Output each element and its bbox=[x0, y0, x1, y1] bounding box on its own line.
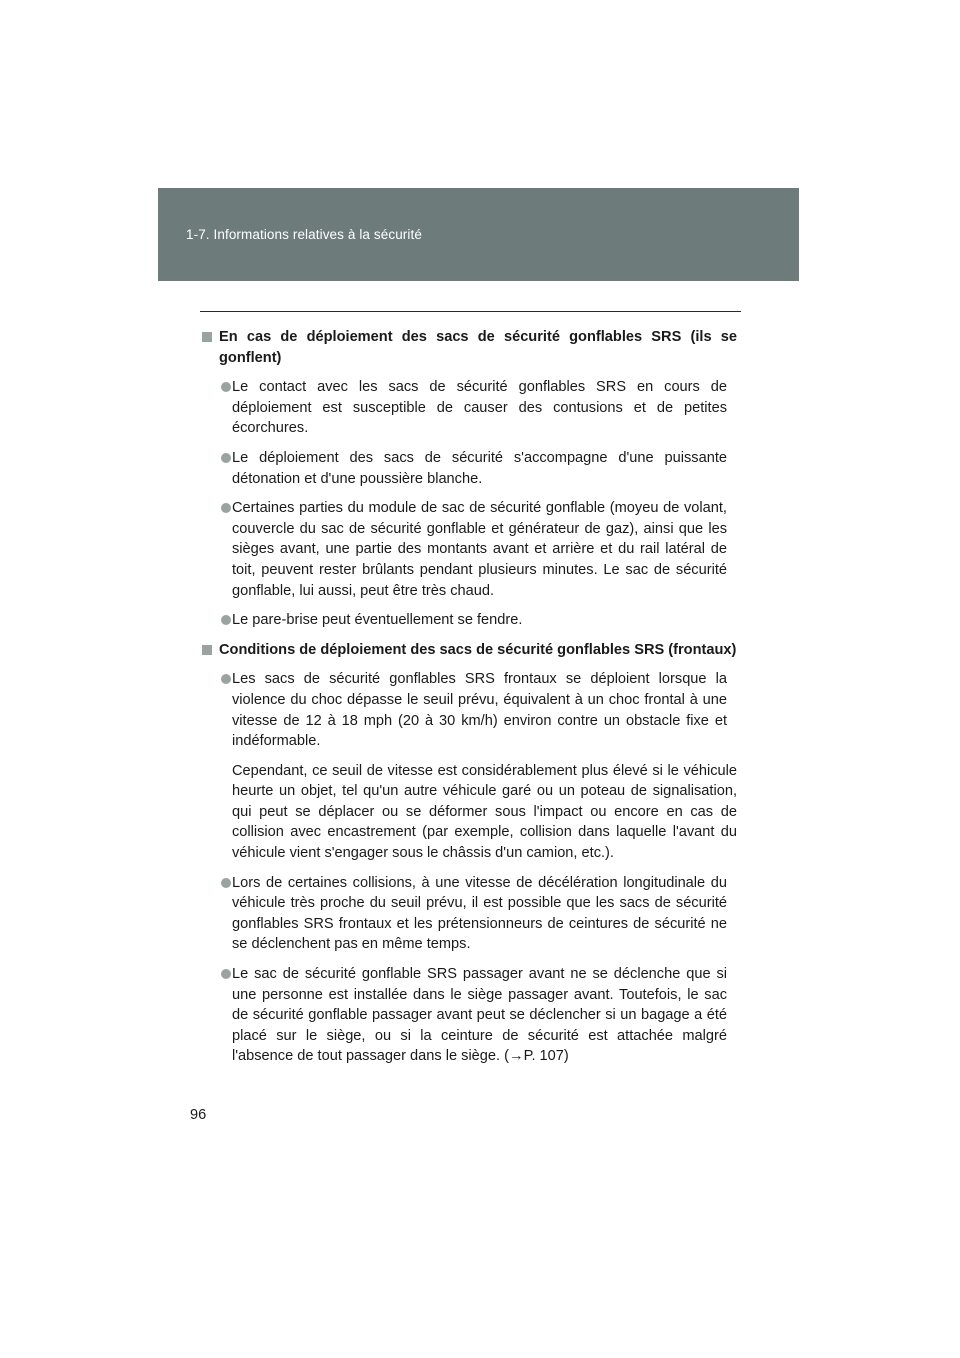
circle-bullet-icon bbox=[221, 615, 231, 625]
list-item bbox=[201, 448, 737, 489]
continuation-paragraph: Cependant, ce seuil de vitesse est considérablement plus élevé si le véhicule heurte un objet, tel qu'un autre véhicule garé ou un poteau de signalisation, qui peut se déplacer ou se déformer sous l'impact ou encore en cas de collision avec encastrement (par exemple, collision dans laquelle l'avant du véhicule vient s'engager sous le châssis d'un camion, etc.). bbox=[232, 762, 737, 862]
section-title: 1-7. Informations relatives à la sécurité bbox=[186, 227, 422, 242]
circle-bullet-icon bbox=[221, 674, 231, 684]
list-item-text: Le déploiement des sacs de sécurité s'accompagne d'une puissante détonation et d'une poussière blanche. bbox=[232, 449, 727, 487]
heading-text: En cas de déploiement des sacs de sécurité gonflables SRS (ils se gonflent) bbox=[219, 329, 737, 366]
circle-bullet-icon bbox=[221, 453, 231, 463]
circle-bullet-icon bbox=[221, 969, 231, 979]
list-item bbox=[201, 964, 737, 1067]
page-number: 96 bbox=[190, 1107, 207, 1123]
list-item-text: Certaines parties du module de sac de sécurité gonflable (moyeu de volant, couvercle du sac de sécurité gonflable et générateur de gaz), ainsi que les sièges avant, une partie des montants avant et arrière et du rail latéral de toit, peuvent rester brûlants pendant plusieurs minutes. Le sac de sécurité gonflable, lui aussi, peut être très chaud. bbox=[232, 500, 727, 599]
list-item bbox=[201, 498, 737, 601]
list-item-text: Le sac de sécurité gonflable SRS passager avant ne se déclenche que si une personne est installée dans le siège passager avant. Toutefois, le sac de sécurité gonflable passager avant peut se déclencher si un bagage a été placé sur le siège, ou si la ceinture de sécurité est attachée malgré l'absence de tout passager dans le siège. (→P. 107) bbox=[232, 966, 727, 1065]
list-item-text: Les sacs de sécurité gonflables SRS frontaux se déploient lorsque la violence du choc dépasse le seuil prévu, équivalent à un choc frontal à une vitesse de 12 à 18 mph (20 à 30 km/h) environ contre un obstacle fixe et indéformable. bbox=[232, 671, 727, 750]
list-item bbox=[201, 669, 737, 751]
circle-bullet-icon bbox=[221, 382, 231, 392]
heading-text: Conditions de déploiement des sacs de sécurité gonflables SRS (frontaux) bbox=[219, 641, 737, 658]
list-item bbox=[201, 610, 737, 631]
circle-bullet-icon bbox=[221, 503, 231, 513]
section-heading-conditions bbox=[201, 640, 737, 661]
list-item-text: Le pare-brise peut éventuellement se fendre. bbox=[232, 612, 523, 629]
section-header-band bbox=[158, 188, 799, 281]
square-bullet-icon bbox=[202, 645, 212, 655]
divider-rule bbox=[200, 311, 741, 312]
section-heading-deployment bbox=[201, 327, 737, 368]
list-item bbox=[201, 377, 737, 439]
list-item-text: Le contact avec les sacs de sécurité gonflables SRS en cours de déploiement est susceptible de causer des contusions et de petites écorchures. bbox=[232, 379, 727, 437]
page-content bbox=[201, 327, 737, 1076]
circle-bullet-icon bbox=[221, 878, 231, 888]
list-item bbox=[201, 873, 737, 955]
list-item-text: Lors de certaines collisions, à une vitesse de décélération longitudinale du véhicule très proche du seuil prévu, il est possible que les sacs de sécurité gonflables SRS frontaux et les prétensionneurs de ceintures de sécurité ne se déclenchent pas en même temps. bbox=[232, 874, 727, 953]
square-bullet-icon bbox=[202, 332, 212, 342]
